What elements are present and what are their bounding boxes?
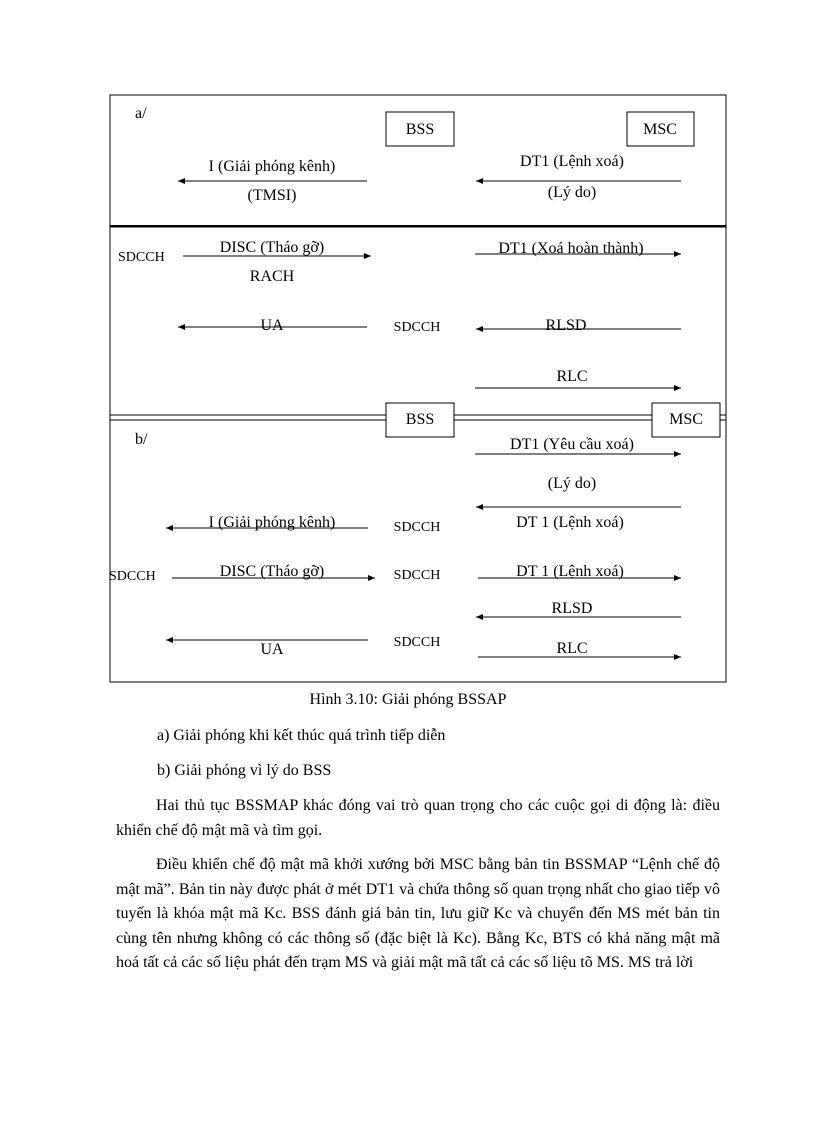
msg-i-release-b: I (Giải phóng kênh): [208, 514, 336, 531]
msg-rlc-b: RLC: [556, 640, 588, 657]
sdcch-mid-a: SDCCH: [393, 320, 441, 335]
sdcch-b3: SDCCH: [393, 635, 441, 650]
msg-rlsd-b: RLSD: [551, 600, 593, 617]
bss-label-b: BSS: [405, 411, 435, 428]
msg-dt1-clear-cmd-b1: DT 1 (Lệnh xoá): [516, 514, 624, 531]
msg-dt1-clear-req: DT1 (Yêu cầu xoá): [510, 436, 634, 453]
sdcch-b2: SDCCH: [393, 568, 441, 583]
paragraph-1: Hai thủ tục BSSMAP khác đóng vai trò quan trọng cho các cuộc gọi di động là: điều khiển chế độ mật mã và tìm gọi.: [116, 797, 720, 839]
msg-disc-a: DISC (Tháo gỡ): [219, 239, 325, 256]
msg-i-release-a: I (Giải phóng kênh): [208, 158, 336, 175]
bss-label-a: BSS: [405, 121, 435, 138]
msc-label-b: MSC: [669, 411, 703, 428]
list-item-a: a) Giải phóng khi kết thúc quá trình tiếp diễn: [157, 727, 446, 744]
msg-ua-a: UA: [260, 317, 284, 334]
msg-reason-a: (Lý do): [547, 184, 597, 201]
msc-label-a: MSC: [643, 121, 677, 138]
msg-disc-b: DISC (Tháo gỡ): [219, 563, 325, 580]
figure-caption: Hình 3.10: Giải phóng BSSAP: [309, 691, 507, 708]
msg-rlc-a: RLC: [556, 368, 588, 385]
msg-dt1-clear-cmd-a: DT1 (Lệnh xoá): [520, 153, 624, 170]
sdcch-b1: SDCCH: [393, 520, 441, 535]
label-a: a/: [135, 105, 147, 122]
msg-rlsd-a: RLSD: [545, 317, 587, 334]
label-b: b/: [135, 431, 148, 448]
msg-reason-b: (Lý do): [547, 475, 597, 492]
msg-dt1-clear-complete: DT1 (Xoá hoàn thành): [498, 240, 644, 257]
sdcch-left-b: SDCCH: [109, 569, 156, 584]
msg-dt1-clear-cmd-b2: DT 1 (Lệnh xoá): [516, 563, 624, 580]
list-item-b: b) Giải phóng vì lý do BSS: [157, 762, 332, 779]
paragraph-2: Điều khiển chế độ mật mã khởi xướng bởi MSC bằng bản tin BSSMAP “Lệnh chế độ mật mã”. Bản tin này được phát ở mét DT1 và chứa thông số quan trọng nhất cho giao tiếp vô tuyến là khóa mật mã Kc. BSS đánh giá bản tin, lưu giữ Kc và chuyển đến MS mét bản tin cùng tên nhưng không có các thông số (đặc biệt là Kc). Bằng Kc, BTS có khả năng mật mã hoá tất cả các số liệu phát đến trạm MS và giải mật mã tất cả các số liệu tõ MS. MS trả lời: [116, 856, 720, 972]
msg-tmsi: (TMSI): [247, 187, 297, 204]
msg-ua-b: UA: [260, 641, 284, 658]
msg-rach: RACH: [249, 268, 295, 285]
sdcch-left-a: SDCCH: [118, 250, 165, 265]
